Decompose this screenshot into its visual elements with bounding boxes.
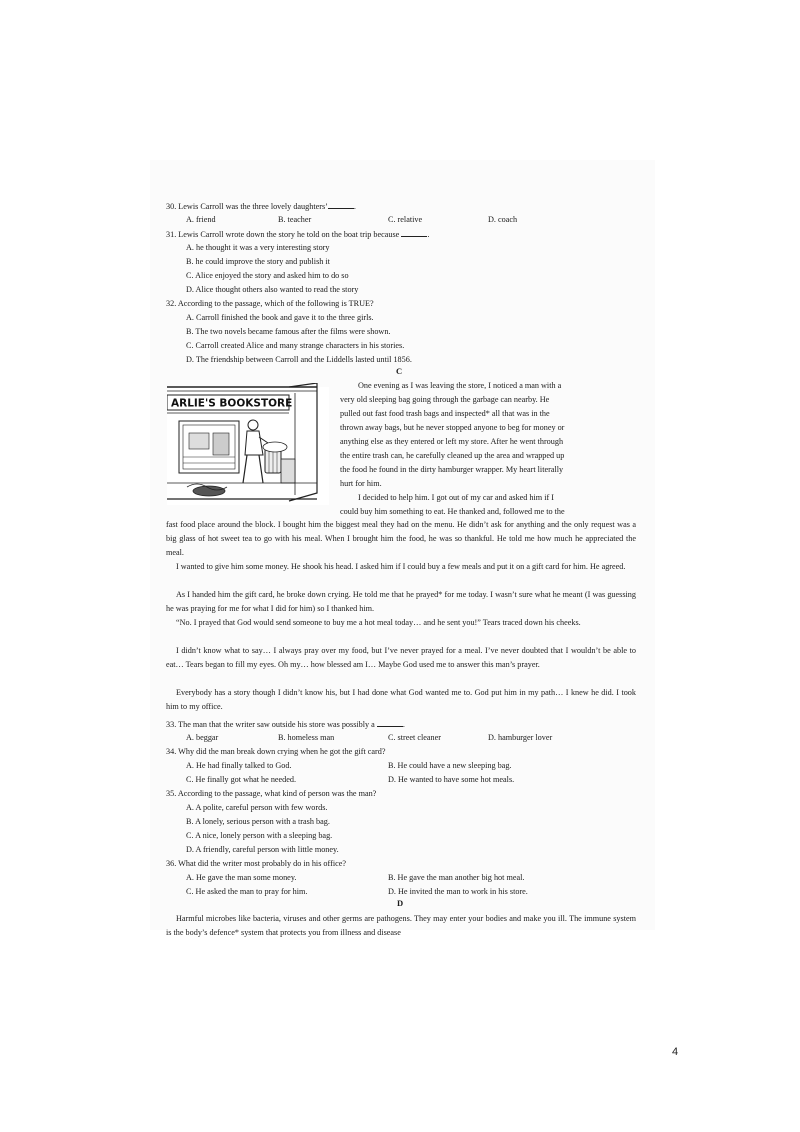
q31-option-a: A. he thought it was a very interesting story: [186, 243, 330, 252]
q30-option-a: A. friend: [186, 215, 216, 224]
question-31: 31. Lewis Carroll wrote down the story he told on the boat trip because .: [166, 230, 430, 239]
q32-option-d: D. The friendship between Carroll and the Liddells lasted until 1856.: [186, 355, 412, 364]
passage-c-line: the entire trash can, he carefully cleaned up the area and wrapped up: [340, 451, 565, 460]
q36-option-b: B. He gave the man another big hot meal.: [388, 873, 525, 882]
passage-c-line: could buy him something to eat. He thanked and, followed me to the: [340, 507, 565, 516]
passage-c-line: anything else as they entered or left my store. After he went through: [340, 437, 564, 446]
q35-option-a: A. A polite, careful person with few words.: [186, 803, 328, 812]
passage-c-paragraph: fast food place around the block. I bought him the biggest meal they had on the menu. He didn’t ask for anything and the only request was a big glass of hot sweet tea to go with his meal. When I brought him the food, he was so thankful. He told me how much he appreciated the meal.: [166, 520, 636, 557]
q33-option-b: B. homeless man: [278, 733, 335, 742]
q36-option-c: C. He asked the man to pray for him.: [186, 887, 308, 896]
passage-c-line: very old sleeping bag going through the garbage can nearby. He: [340, 395, 550, 404]
q31-option-d: D. Alice thought others also wanted to read the story: [186, 285, 359, 294]
q32-option-b: B. The two novels became famous after the films were shown.: [186, 327, 391, 336]
passage-c-line: I decided to help him. I got out of my car and asked him if I: [358, 493, 554, 502]
q30-option-d: D. coach: [488, 215, 518, 224]
passage-c-line: One evening as I was leaving the store, I noticed a man with a: [358, 381, 562, 390]
q32-option-c: C. Carroll created Alice and many strange characters in his stories.: [186, 341, 405, 350]
question-36: 36. What did the writer most probably do in his office?: [166, 859, 347, 868]
q35-option-b: B. A lonely, serious person with a trash bag.: [186, 817, 330, 826]
question-34: 34. Why did the man break down crying when he got the gift card?: [166, 747, 386, 756]
q33-option-c: C. street cleaner: [388, 733, 441, 742]
passage-c-paragraph: Everybody has a story though I didn’t know his, but I had done what God wanted me to. God put him in my path… I knew he did. I took him to my office.: [166, 688, 636, 711]
q35-option-c: C. A nice, lonely person with a sleeping bag.: [186, 831, 333, 840]
question-30: 30. Lewis Carroll was the three lovely daughters’ .: [166, 202, 356, 211]
q30-option-c: C. relative: [388, 215, 423, 224]
store-sign: ARLIE'S BOOKSTORE: [171, 397, 293, 410]
q31-option-c: C. Alice enjoyed the story and asked him to do so: [186, 271, 349, 280]
section-d-heading: D: [397, 898, 404, 908]
question-33: 33. The man that the writer saw outside his store was possibly a .: [166, 720, 405, 729]
q30-option-b: B. teacher: [278, 215, 312, 224]
q36-option-a: A. He gave the man some money.: [186, 873, 297, 882]
passage-c-paragraph: “No. I prayed that God would send someone to buy me a hot meal today… and he sent you!” Tears traced down his cheeks.: [176, 618, 581, 627]
q33-option-a: A. beggar: [186, 733, 219, 742]
passage-c-line: thrown away bags, but he never stopped anyone to beg for money or: [340, 423, 565, 432]
q34-option-b: B. He could have a new sleeping bag.: [388, 761, 512, 770]
q34-option-a: A. He had finally talked to God.: [186, 761, 292, 770]
q35-option-d: D. A friendly, careful person with little money.: [186, 845, 339, 854]
question-35: 35. According to the passage, what kind of person was the man?: [166, 789, 377, 798]
passage-c-line: pulled out fast food trash bags and inspected* all that was in the: [340, 409, 550, 418]
section-c-heading: C: [396, 366, 403, 376]
passage-d-paragraph: Harmful microbes like bacteria, viruses and other germs are pathogens. They may enter your bodies and make you ill. The immune system is the body’s defence* system that protects you from illness and disease: [166, 914, 636, 937]
q34-option-c: C. He finally got what he needed.: [186, 775, 297, 784]
passage-c-line: the food he found in the dirty hamburger wrapper. My heart literally: [340, 465, 564, 474]
q33-option-d: D. hamburger lover: [488, 733, 553, 742]
passage-c-paragraph: I didn’t know what to say… I always pray over my food, but I’ve never prayed for a meal. I’ve never doubted that I wouldn’t be able to eat… Tears began to fill my eyes. Oh my… how blessed am I… Maybe God used me to answer this man’s prayer.: [166, 646, 636, 669]
passage-c-paragraph: I wanted to give him some money. He shook his head. I asked him if I could buy a few meals and put it on a gift card for him. He agreed.: [176, 562, 626, 571]
page-number: 4: [672, 1046, 679, 1058]
q32-option-a: A. Carroll finished the book and gave it to the three girls.: [186, 313, 374, 322]
q31-option-b: B. he could improve the story and publish it: [186, 257, 330, 266]
q34-option-d: D. He wanted to have some hot meals.: [388, 775, 515, 784]
question-32: 32. According to the passage, which of the following is TRUE?: [166, 299, 374, 308]
bookstore-illustration: [167, 383, 333, 505]
passage-c-paragraph: As I handed him the gift card, he broke down crying. He told me that he prayed* for me today. I wasn’t sure what he meant (I was guessing he was praying for me for what I did for him) so I thanked him.: [166, 590, 636, 613]
passage-c-line: hurt for him.: [340, 479, 382, 488]
q36-option-d: D. He invited the man to work in his store.: [388, 887, 528, 896]
